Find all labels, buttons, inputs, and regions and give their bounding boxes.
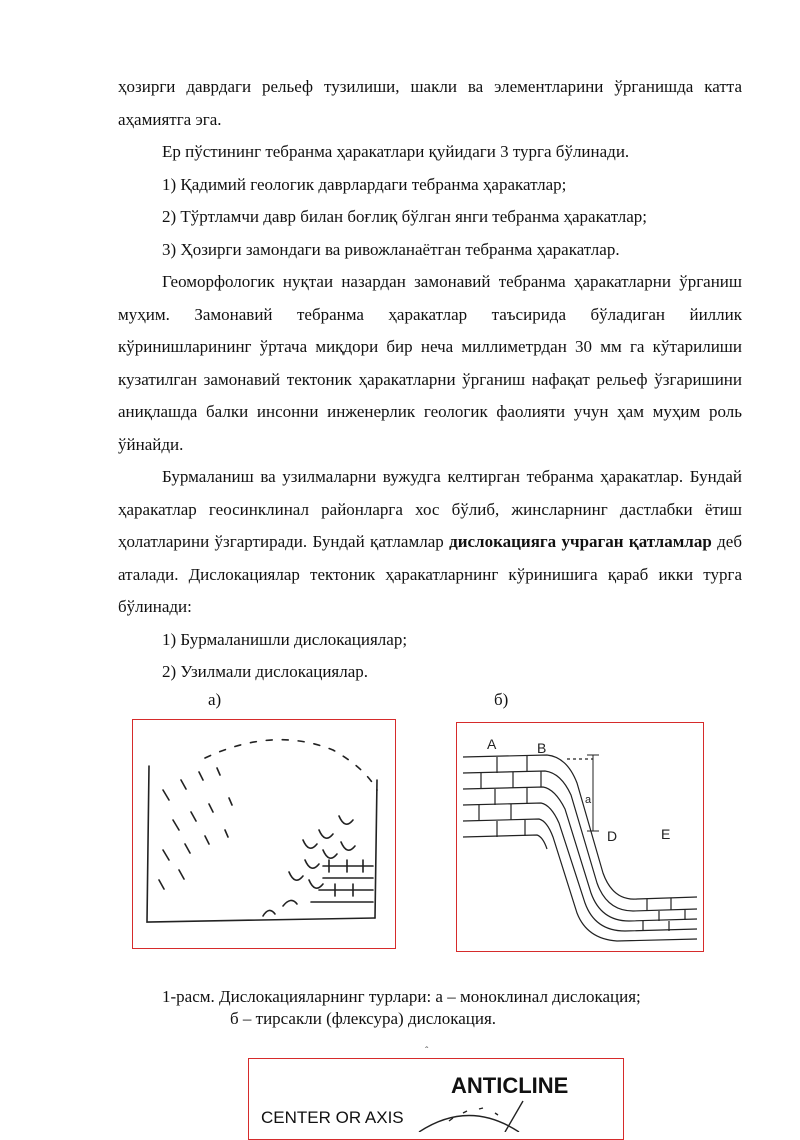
- paragraph-1: ҳозирги даврдаги рельеф тузилиши, шакли ва элементларини ўрганишда катта аҳамиятга эга.: [118, 77, 742, 129]
- anticline-figure: [248, 1058, 624, 1140]
- caption-line-1: 1-расм. Дислокацияларнинг турлари: а – моноклинал дислокация;: [162, 987, 641, 1006]
- paragraph-4: [118, 461, 742, 624]
- list-item: 3) Ҳозирги замондаги ва ривожланаётган тебранма ҳаракатлар.: [162, 239, 620, 259]
- dislocated-layers-term: дислокацияга учраган қатламлар: [449, 532, 712, 551]
- page-mark: ˆ: [425, 1046, 429, 1057]
- figure-caption: [162, 986, 641, 1030]
- caption-line-2: б – тирсакли (флексура) дислокация.: [230, 1009, 497, 1028]
- oscillation-types-list: [118, 169, 742, 267]
- anticline-drawing: [249, 1059, 623, 1132]
- paragraph-3: Геоморфологик нуқтаи назардан замонавий тебранма ҳаракатларни ўрганиш муҳим. Замонавий тебранма ҳаракатлар таъсирида бўладиган йиллик кўринишларининг ўртача миқдори бир неча миллиметрдан 30 мм га кўтарилиши кузатилган замонавий тектоник ҳаракатларни ўрганиш нафақат рельеф ўзгаришини аниқлашда балки инсонни инженерлик геологик фаолияти учун ҳам муҳим роль ўйнайди.: [118, 272, 742, 454]
- list-item: 1) Бурмаланишли дислокациялар;: [162, 629, 408, 649]
- axis-label: CENTER OR AXIS: [261, 1108, 404, 1127]
- point-label-b: B: [537, 740, 547, 756]
- anticline-title: ANTICLINE: [451, 1073, 569, 1098]
- monocline-figure: [132, 719, 396, 949]
- figure-label-a: а): [208, 690, 222, 709]
- list-item: 1) Қадимий геологик даврлардаги тебранма ҳаракатлар;: [162, 174, 567, 194]
- point-label-e: E: [661, 826, 671, 842]
- flexure-drawing: [457, 723, 703, 951]
- list-item: 2) Тўртламчи давр билан боғлиқ бўлган янги тебранма ҳаракатлар;: [162, 207, 647, 226]
- flexure-figure: [456, 722, 704, 952]
- height-mark: a: [585, 794, 592, 806]
- paragraph-4-start: Бурмаланиш ва узилмаларни вужудга келтирган тебранма ҳаракатлар. Бундай ҳаракатлар геосинклинал районларга хос бўлиб, жинсларнинг дастлабки ётиш ҳолатларини ўзгартиради. Бундай қатламлар: [118, 467, 742, 551]
- paragraph-4-end: деб аталади. Дислокациялар тектоник ҳаракатларнинг кўринишига қараб икки турга бўлинади:: [118, 532, 742, 616]
- paragraph-2: Ер пўстининг тебранма ҳаракатлари қуйидаги 3 турга бўлинади.: [162, 142, 630, 161]
- figure-label-b: б): [494, 690, 509, 709]
- point-label-d: D: [607, 828, 618, 844]
- dislocation-types-list: [118, 624, 742, 689]
- point-label-a: A: [487, 736, 497, 752]
- list-item: 2) Узилмали дислокациялар.: [162, 662, 369, 681]
- monocline-drawing: [133, 720, 395, 948]
- body-text: [118, 71, 742, 689]
